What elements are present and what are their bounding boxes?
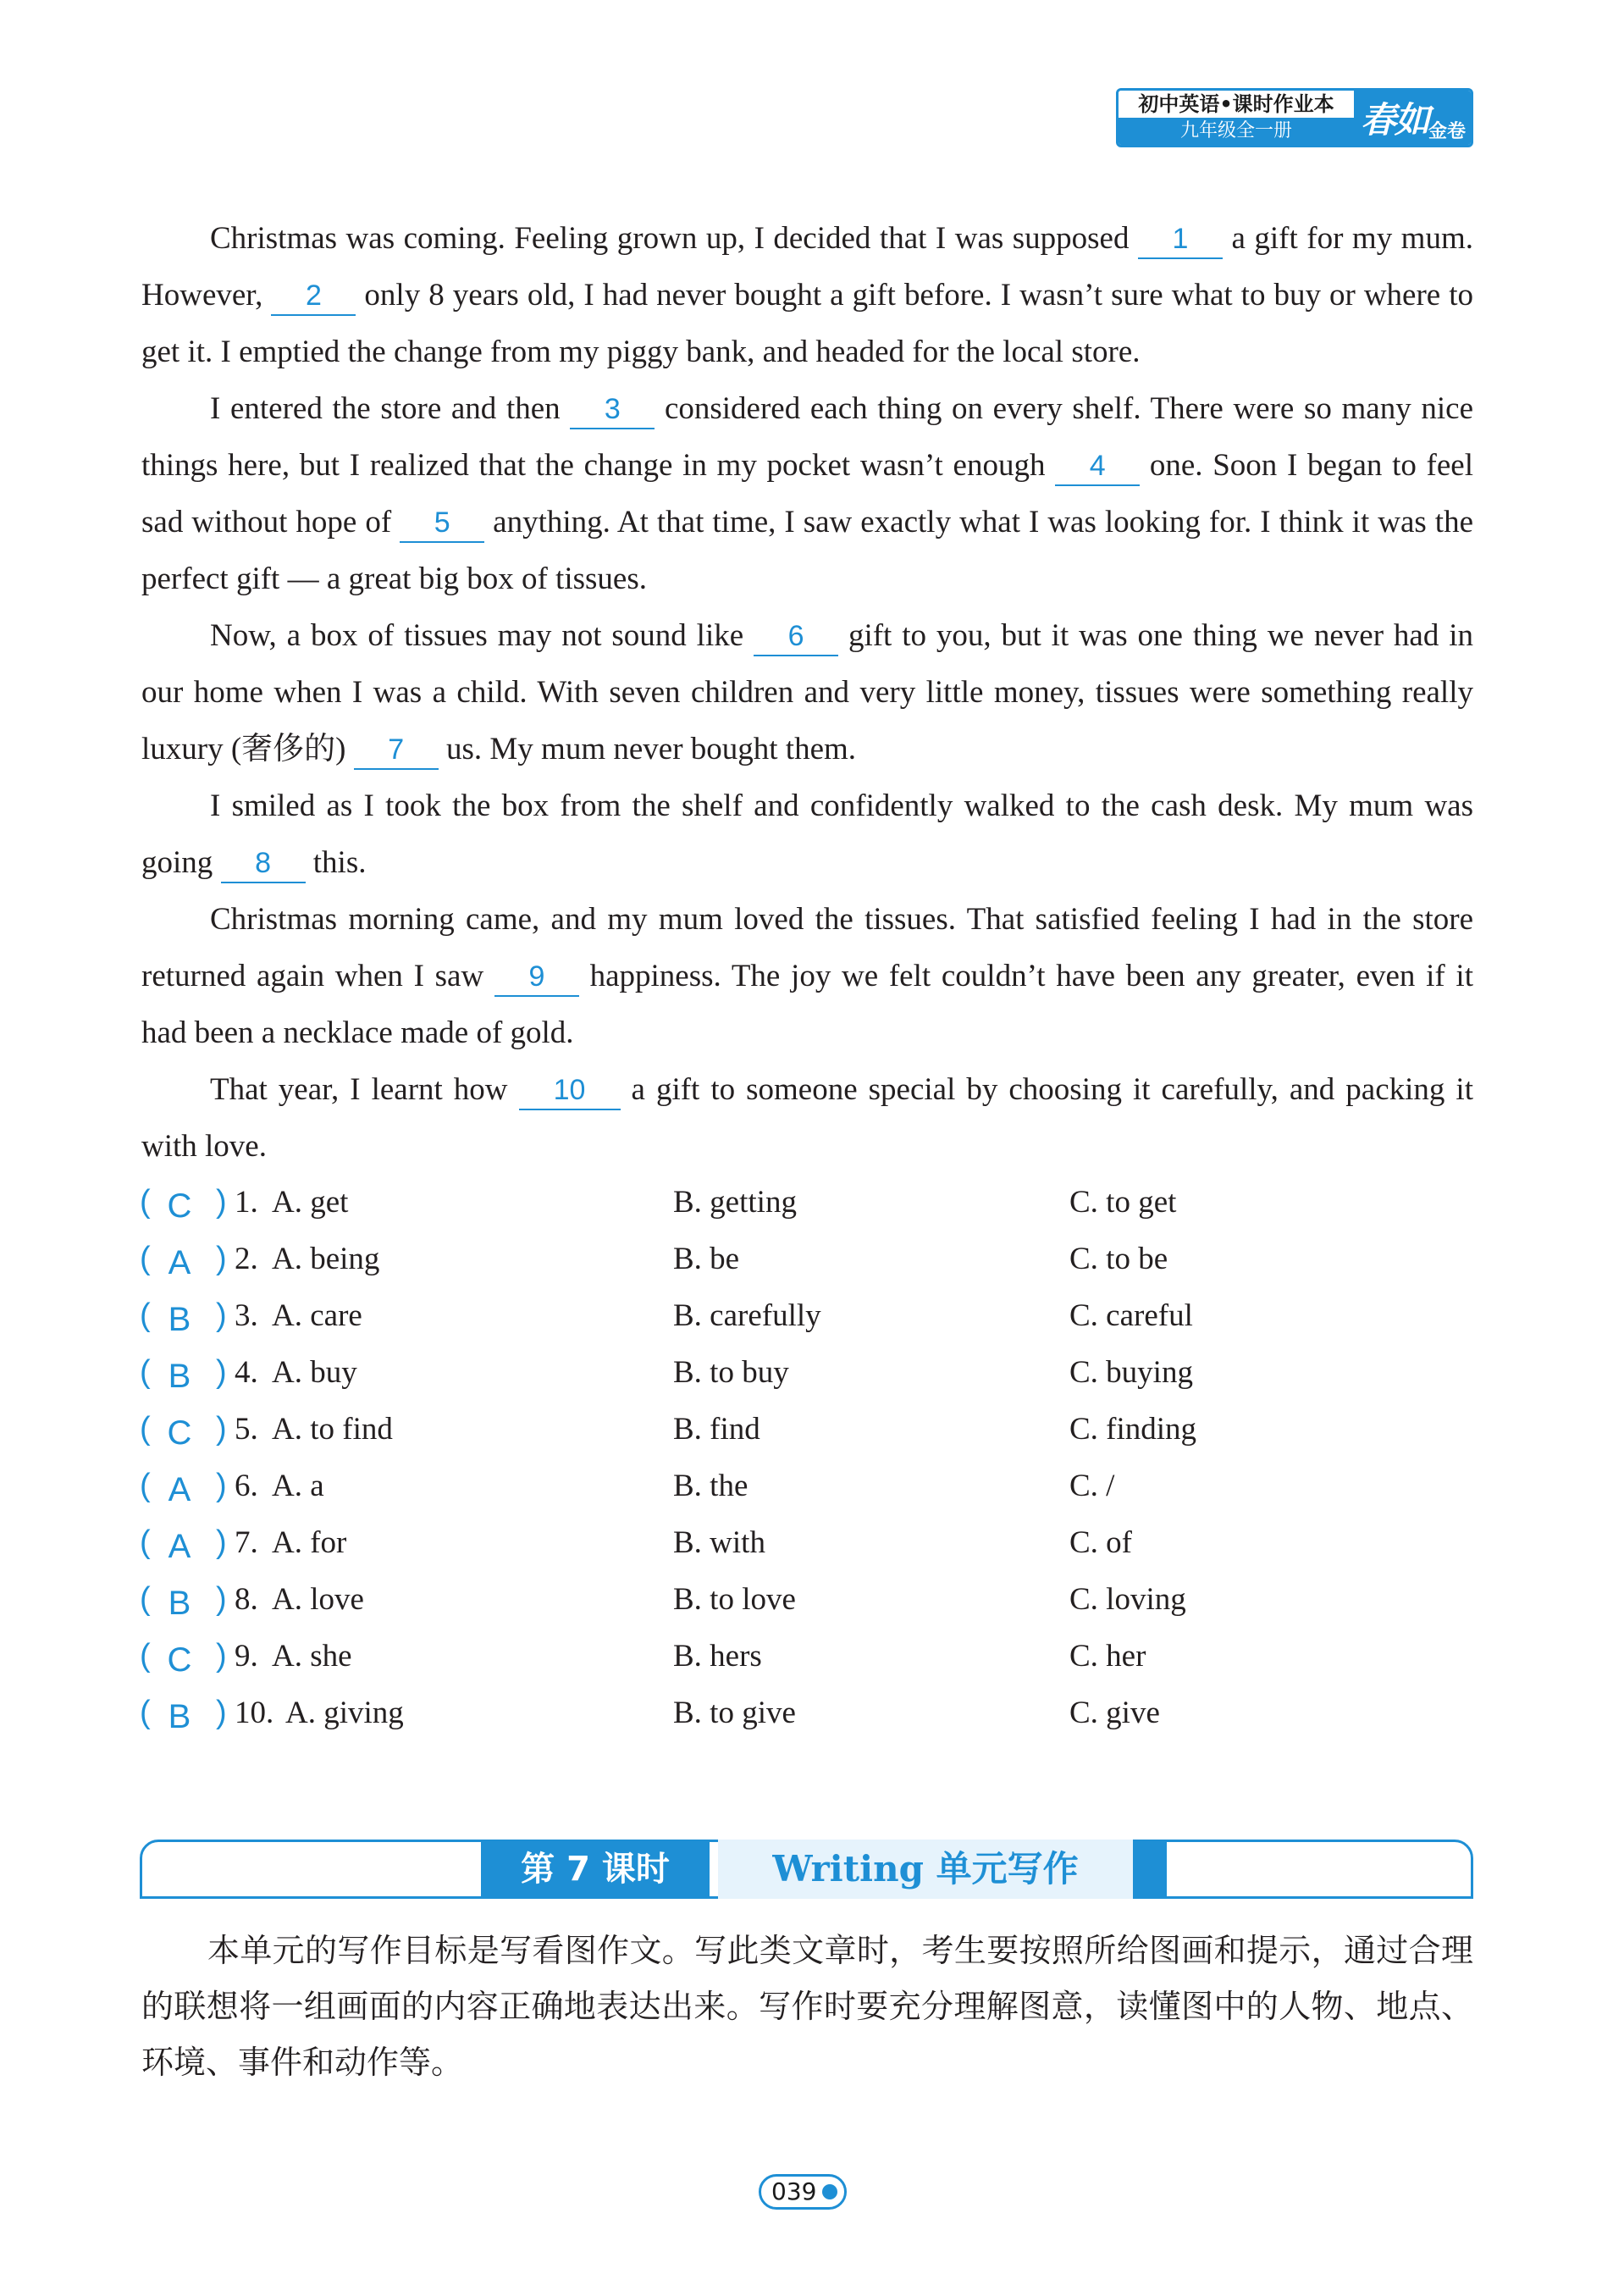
question-number: 3. <box>235 1298 258 1333</box>
passage-text: us. My mum never bought them. <box>438 732 857 766</box>
paren-open: ( <box>140 1468 151 1503</box>
answer-letter: A <box>168 1471 191 1508</box>
passage-text: Christmas was coming. Feeling grown up, I decided that I was supposed <box>210 221 1138 256</box>
paren-close: ) <box>216 1695 227 1730</box>
page-number <box>759 2174 847 2210</box>
question-row <box>140 1291 1494 1347</box>
blank-10: 10 <box>519 1071 621 1110</box>
paren-close: ) <box>216 1241 227 1276</box>
option-c: C. of <box>1069 1525 1132 1560</box>
question-row <box>140 1688 1494 1745</box>
question-row <box>140 1234 1494 1291</box>
answer-letter: B <box>168 1698 191 1735</box>
passage-text: considered each thing on every shelf. There were so many nice things here, but I realized that the change in my pocket wasn’t enough <box>141 391 1473 483</box>
brand-logo <box>1354 91 1471 145</box>
question-row <box>140 1574 1494 1631</box>
paren-open: ( <box>140 1297 151 1333</box>
option-a: A. buy <box>272 1355 357 1390</box>
question-number: 1. <box>235 1185 258 1220</box>
series-title: 初中英语•课时作业本 <box>1119 91 1354 118</box>
option-b: B. carefully <box>673 1298 821 1333</box>
intro-paragraph: 本单元的写作目标是写看图作文。写此类文章时，考生要按照所给图画和提示，通过合理的联想将一组画面的内容正确地表达出来。写作时要充分理解图意，读懂图中的人物、地点、环境、事件和动作等。 <box>141 1932 1473 2081</box>
paren-open: ( <box>140 1241 151 1276</box>
banner-decoration <box>1133 1840 1167 1899</box>
passage-text: Now, a box of tissues may not sound like <box>210 618 754 653</box>
blank-4: 4 <box>1055 447 1140 486</box>
page-dot-icon <box>822 2184 837 2199</box>
passage-text: Christmas morning came, and my mum loved the tissues. That satisfied feeling I had in the store returned again when I saw <box>141 902 1473 993</box>
option-b: B. the <box>673 1469 748 1503</box>
option-c: C. buying <box>1069 1355 1193 1390</box>
passage-text: anything. At that time, I saw exactly what I was looking for. I think it was the perfect gift — a great big box of tissues. <box>141 505 1473 596</box>
option-a: A. being <box>272 1242 380 1276</box>
question-number: 10. <box>235 1696 274 1730</box>
question-row <box>140 1177 1494 1234</box>
paren-close: ) <box>216 1354 227 1390</box>
series-grade: 九年级全一册 <box>1119 118 1354 145</box>
blank-7: 7 <box>354 731 439 770</box>
option-c: C. careful <box>1069 1298 1193 1333</box>
blank-8: 8 <box>221 844 306 883</box>
page-number-text: 039 <box>771 2177 817 2205</box>
passage-paragraph <box>141 777 1473 891</box>
writing-intro <box>141 1923 1473 2090</box>
paren-open: ( <box>140 1695 151 1730</box>
passage-text: a gift to someone special by choosing it carefully, and packing it with love. <box>141 1072 1473 1164</box>
answer-letter: C <box>167 1187 192 1225</box>
passage-paragraph <box>141 380 1473 607</box>
passage-text: only 8 years old, I had never bought a gift before. I wasn’t sure what to buy or where to get it. I emptied the change from my piggy bank, and headed for the local store. <box>141 278 1474 369</box>
paren-close: ) <box>216 1468 227 1503</box>
paren-close: ) <box>216 1184 227 1220</box>
option-b: B. find <box>673 1412 760 1447</box>
option-c: C. to get <box>1069 1185 1177 1220</box>
option-a: A. she <box>272 1639 352 1674</box>
option-b: B. to buy <box>673 1355 789 1390</box>
option-c: C. finding <box>1069 1412 1197 1447</box>
paren-close: ) <box>216 1638 227 1674</box>
passage-text: gift to you, but it was one thing we never had in our home when I was a child. With seven children and very little money, tissues were something really luxury (奢侈的) <box>141 618 1473 766</box>
question-number: 4. <box>235 1355 258 1390</box>
option-a: A. for <box>272 1525 347 1560</box>
passage-paragraph <box>141 1061 1473 1175</box>
option-b: B. be <box>673 1242 740 1276</box>
option-c: C. / <box>1069 1469 1115 1503</box>
answer-letter: B <box>168 1358 191 1395</box>
option-c: C. give <box>1069 1696 1160 1730</box>
section-banner <box>140 1840 1473 1899</box>
option-b: B. to love <box>673 1582 796 1617</box>
question-row <box>140 1518 1494 1574</box>
question-row <box>140 1404 1494 1461</box>
brand-sub: 金卷 <box>1428 121 1466 142</box>
option-a: A. to find <box>272 1412 393 1447</box>
paren-open: ( <box>140 1354 151 1390</box>
series-badge <box>1116 88 1473 147</box>
cloze-passage <box>141 210 1473 1175</box>
paren-close: ) <box>216 1297 227 1333</box>
option-a: A. giving <box>285 1696 404 1730</box>
question-number: 2. <box>235 1242 258 1276</box>
option-a: A. a <box>272 1469 324 1503</box>
passage-text: one. Soon I began to feel sad without hope of <box>141 448 1473 539</box>
answer-letter: B <box>168 1301 191 1338</box>
option-c: C. loving <box>1069 1582 1186 1617</box>
brand-name: 春如 <box>1361 99 1429 141</box>
paren-close: ) <box>216 1524 227 1560</box>
blank-5: 5 <box>400 504 484 543</box>
option-a: A. get <box>272 1185 349 1220</box>
paren-open: ( <box>140 1411 151 1447</box>
blank-3: 3 <box>570 390 655 429</box>
paren-open: ( <box>140 1581 151 1617</box>
answer-letter: C <box>167 1414 192 1452</box>
passage-text: this. <box>305 845 367 880</box>
passage-text: I entered the store and then <box>210 391 571 426</box>
passage-text: I smiled as I took the box from the shelf and confidently walked to the cash desk. My mum was going <box>141 788 1473 880</box>
passage-text: That year, I learnt how <box>210 1072 519 1107</box>
question-number: 5. <box>235 1412 258 1447</box>
passage-paragraph <box>141 607 1473 777</box>
option-b: B. to give <box>673 1696 796 1730</box>
passage-paragraph <box>141 891 1473 1061</box>
option-b: B. with <box>673 1525 765 1560</box>
blank-6: 6 <box>754 617 838 656</box>
question-number: 8. <box>235 1582 258 1617</box>
option-a: A. care <box>272 1298 362 1333</box>
passage-text: a gift for my mum. However, <box>141 221 1473 313</box>
passage-paragraph <box>141 210 1473 380</box>
question-row <box>140 1631 1494 1688</box>
question-number: 6. <box>235 1469 258 1503</box>
blank-1: 1 <box>1138 220 1223 259</box>
option-c: C. to be <box>1069 1242 1168 1276</box>
paren-close: ) <box>216 1411 227 1447</box>
answer-letter: C <box>167 1641 192 1679</box>
option-b: B. getting <box>673 1185 797 1220</box>
paren-close: ) <box>216 1581 227 1617</box>
question-row <box>140 1461 1494 1518</box>
answer-letter: A <box>168 1528 191 1565</box>
blank-9: 9 <box>494 958 579 997</box>
option-c: C. her <box>1069 1639 1146 1674</box>
paren-open: ( <box>140 1638 151 1674</box>
section-title: Writing 单元写作 <box>718 1840 1133 1899</box>
answer-letter: A <box>168 1244 191 1281</box>
option-b: B. hers <box>673 1639 762 1674</box>
blank-2: 2 <box>271 277 356 316</box>
question-number: 9. <box>235 1639 258 1674</box>
lesson-label: 第 7 课时 <box>481 1840 710 1899</box>
option-a: A. love <box>272 1582 364 1617</box>
question-list <box>140 1177 1494 1745</box>
answer-letter: B <box>168 1585 191 1622</box>
paren-open: ( <box>140 1184 151 1220</box>
series-label <box>1119 91 1354 145</box>
passage-text: happiness. The joy we felt couldn’t have been any greater, even if it had been a necklace made of gold. <box>141 959 1473 1050</box>
paren-open: ( <box>140 1524 151 1560</box>
question-number: 7. <box>235 1525 258 1560</box>
question-row <box>140 1347 1494 1404</box>
